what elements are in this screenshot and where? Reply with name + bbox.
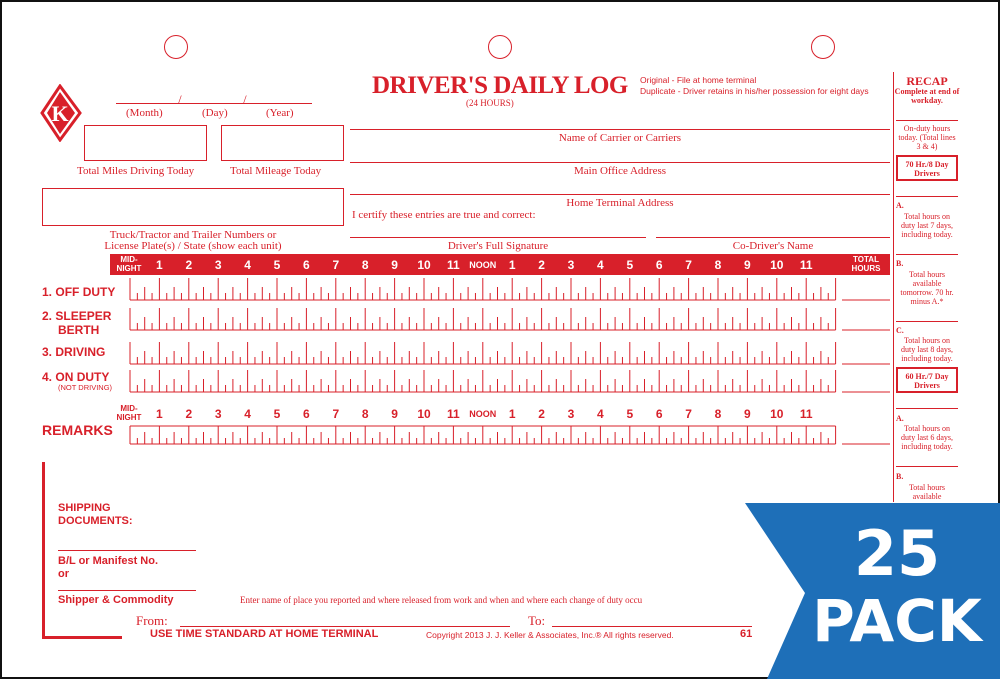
- hour-number: 10: [770, 258, 784, 272]
- recap-line[interactable]: [896, 254, 958, 255]
- hour-number: 4: [244, 258, 251, 272]
- form-number: 61: [740, 628, 753, 640]
- year-label: (Year): [266, 107, 294, 119]
- recap-a2: Total hours on duty last 6 days, including today.: [901, 424, 953, 451]
- hour-number: 8: [714, 258, 722, 272]
- badge-line-2: PACK: [812, 587, 982, 655]
- shipping-docs-label: SHIPPING DOCUMENTS:: [58, 502, 133, 527]
- hour-number: 2: [185, 258, 193, 272]
- recap-60hr-box: 60 Hr./7 Day Drivers: [896, 367, 958, 393]
- date-slash: /: [178, 92, 182, 107]
- recap-line[interactable]: [896, 196, 958, 197]
- recap-onduty: On-duty hours today. (Total lines 3 & 4): [898, 124, 956, 151]
- from-line[interactable]: [180, 626, 510, 627]
- truck-label-2: License Plate(s) / State (show each unit): [104, 240, 282, 252]
- recap-title: RECAP: [906, 74, 948, 88]
- pack-count-badge: [745, 503, 1000, 679]
- hour-number: 4: [244, 407, 251, 421]
- recap-b2: Total hours available: [908, 483, 946, 501]
- remarks-label: REMARKS: [42, 422, 113, 438]
- hour-number: 9: [744, 258, 751, 272]
- total-mileage-label: Total Mileage Today: [230, 165, 322, 177]
- remarks-bracket-foot: [42, 636, 122, 639]
- to-label: To:: [528, 613, 546, 628]
- recap-a2-letter: A.: [896, 414, 904, 423]
- hour-number: 5: [626, 407, 634, 421]
- row-driving-label: 3. DRIVING: [42, 345, 106, 359]
- hour-number: 5: [273, 258, 281, 272]
- hour-number: 1: [508, 407, 516, 421]
- log-subtitle: (24 HOURS): [466, 98, 514, 108]
- recap-divider: [893, 72, 894, 502]
- hour-number: 9: [744, 407, 751, 421]
- shipper-label: Shipper & Commodity: [58, 594, 174, 606]
- time-standard-note: USE TIME STANDARD AT HOME TERMINAL: [150, 628, 379, 640]
- recap-b2-letter: B.: [896, 472, 904, 481]
- recap-a1: Total hours on duty last 7 days, including today.: [901, 212, 953, 239]
- copyright-text: Copyright 2013 J. J. Keller & Associates, Inc.® All rights reserved.: [426, 630, 674, 640]
- recap-line[interactable]: [896, 321, 958, 322]
- hour-number: 4: [597, 407, 604, 421]
- truck-label-1: Truck/Tractor and Trailer Numbers or: [109, 229, 277, 241]
- row-on-duty-label: 4. ON DUTY: [42, 370, 110, 384]
- miles-driving-label: Total Miles Driving Today: [77, 165, 195, 177]
- to-line[interactable]: [552, 626, 752, 627]
- hour-number: 5: [626, 258, 634, 272]
- hour-number: 8: [361, 258, 369, 272]
- recap-line[interactable]: [896, 120, 958, 121]
- hour-number: 1: [156, 407, 163, 421]
- hour-number: 6: [303, 407, 310, 421]
- hour-number: 3: [567, 407, 575, 421]
- hour-number: 2: [185, 407, 193, 421]
- hour-number: 2: [538, 407, 545, 421]
- hour-number: 10: [417, 407, 431, 421]
- row-sleeper-label: 2. SLEEPER BERTH: [42, 309, 112, 337]
- recap-line[interactable]: [896, 408, 958, 409]
- day-label: (Day): [202, 107, 228, 119]
- from-label: From:: [136, 613, 168, 628]
- hour-number: 7: [685, 407, 692, 421]
- hour-number: 11: [447, 407, 460, 421]
- recap-subtitle: Complete at end of workday.: [894, 87, 960, 105]
- row-on-duty-sublabel: (NOT DRIVING): [58, 383, 113, 392]
- hour-number: 6: [655, 258, 663, 272]
- certify-text: I certify these entries are true and correct:: [352, 209, 536, 221]
- recap-b1-letter: B.: [896, 259, 904, 268]
- terminal-label: Home Terminal Address: [566, 197, 674, 209]
- hour-number: 9: [391, 407, 398, 421]
- hour-number: 1: [508, 258, 516, 272]
- noon-label: NOON: [469, 260, 497, 270]
- hour-number: 10: [770, 407, 784, 421]
- hour-number: 7: [332, 407, 340, 421]
- carrier-label: Name of Carrier or Carriers: [558, 132, 682, 144]
- copy-duplicate-note: Duplicate - Driver retains in his/her possession for eight days: [640, 86, 869, 96]
- hour-number: 3: [567, 258, 575, 272]
- midnight-label-bottom: MID- NIGHT: [116, 404, 142, 422]
- row-off-duty-label: 1. OFF DUTY: [42, 285, 116, 299]
- office-label: Main Office Address: [573, 165, 667, 177]
- signature-label: Driver's Full Signature: [447, 240, 549, 252]
- log-title: DRIVER'S DAILY LOG: [372, 72, 628, 99]
- hour-number: 8: [361, 407, 369, 421]
- month-label: (Month): [126, 107, 163, 119]
- total-hours-label: TOTAL HOURS: [851, 255, 881, 273]
- remarks-bracket: [42, 462, 45, 636]
- copy-original-note: Original - File at home terminal: [640, 75, 757, 85]
- recap-line[interactable]: [896, 466, 958, 467]
- svg-text:K: K: [51, 101, 69, 126]
- shipper-line[interactable]: [58, 590, 196, 591]
- bl-label: B/L or Manifest No. or: [58, 555, 159, 580]
- hour-number: 3: [214, 407, 222, 421]
- bl-line[interactable]: [58, 550, 196, 551]
- hour-number: 4: [597, 258, 604, 272]
- badge-line-1: 25: [853, 517, 941, 590]
- date-slash: /: [243, 92, 247, 107]
- hour-number: 8: [714, 407, 722, 421]
- hour-number: 3: [214, 258, 222, 272]
- midnight-label: MID- NIGHT: [116, 255, 142, 273]
- hour-number: 11: [799, 407, 813, 421]
- hour-number: 1: [156, 258, 163, 272]
- recap-c1: Total hours on duty last 8 days, including today.: [901, 336, 953, 363]
- hour-number: 11: [799, 258, 813, 272]
- bottom-hour-numbers: [0, 407, 1000, 423]
- instructions-text: Enter name of place you reported and where released from work and when and where each change of duty occu: [240, 595, 643, 605]
- hour-number: 2: [538, 258, 545, 272]
- codriver-label: Co-Driver's Name: [732, 240, 814, 252]
- recap-70hr-box: 70 Hr./8 Day Drivers: [896, 155, 958, 181]
- hour-number: 6: [655, 407, 663, 421]
- hour-number: 11: [447, 258, 460, 272]
- hour-number: 7: [685, 258, 692, 272]
- recap-a1-letter: A.: [896, 201, 904, 210]
- recap-c1-letter: C.: [896, 326, 904, 335]
- hour-number: 6: [303, 258, 310, 272]
- noon-label: NOON: [469, 409, 497, 419]
- hour-number: 5: [273, 407, 281, 421]
- hour-number: 9: [391, 258, 398, 272]
- hour-number: 10: [417, 258, 431, 272]
- recap-b1: Total hours available tomorrow. 70 hr. minus A.*: [900, 270, 954, 306]
- hour-number: 7: [332, 258, 340, 272]
